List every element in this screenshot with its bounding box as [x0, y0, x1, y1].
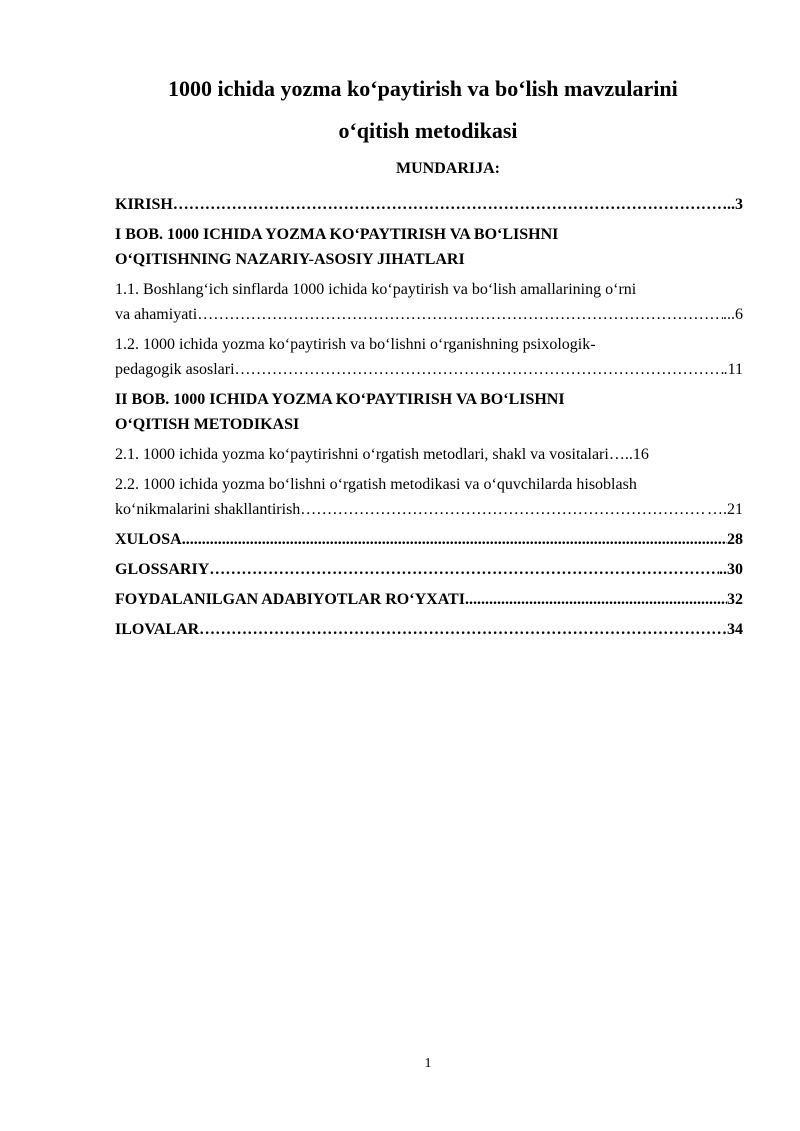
dot-leader: [465, 587, 727, 612]
toc-chapter-1-line-1: [115, 222, 743, 247]
toc-section-1-1-line-2: [115, 302, 743, 327]
toc-section-2-2-line-1: [115, 472, 743, 497]
toc-section-1-2-line-2: [115, 357, 743, 382]
toc-section-label: 2.2. 1000 ichida yozma bo‘lishni o‘rgatish metodikasi va o‘quvchilarda hisoblash: [115, 476, 637, 493]
toc-section-label: 1.1. Boshlang‘ich sinflarda 1000 ichida ko‘paytirish va bo‘lish amallarining o‘rni: [115, 281, 637, 298]
toc-chapter-label: I BOB. 1000 ICHIDA YOZMA KO‘PAYTIRISH VA BO‘LISHNI: [115, 226, 559, 243]
toc-entry-kirish: [115, 192, 743, 217]
toc-entry-page: 28: [727, 531, 743, 548]
toc-section-2-2-line-2: [115, 497, 743, 522]
table-of-contents: [115, 192, 743, 647]
dot-leader: [173, 192, 727, 217]
dot-leader: [197, 302, 723, 327]
document-title-line-2: o‘qitish metodikasi: [338, 118, 518, 143]
toc-entry-glossariy: [115, 557, 743, 582]
toc-section-label: va ahamiyati: [115, 306, 198, 323]
page-number: 1: [424, 1056, 432, 1071]
toc-chapter-1-line-2: [115, 247, 743, 272]
toc-section-1-2-line-1: [115, 332, 743, 357]
toc-section-label: 2.1. 1000 ichida yozma ko‘paytirishni o‘rgatish metodlari, shakl va vositalari…..16: [115, 446, 649, 463]
toc-section-label: 1.2. 1000 ichida yozma ko‘paytirish va bo‘lishni o‘rganishning psixologik-: [115, 336, 596, 353]
toc-chapter-label: II BOB. 1000 ICHIDA YOZMA KO‘PAYTIRISH VA BO‘LISHNI: [115, 391, 565, 408]
toc-entry-label: ILOVALAR: [115, 621, 200, 638]
toc-entry-page: .11: [723, 361, 743, 378]
toc-chapter-label: O‘QITISHNING NAZARIY-ASOSIY JIHATLARI: [115, 251, 465, 268]
toc-entry-page: ...6: [723, 306, 743, 323]
toc-entry-page: 32: [727, 591, 743, 608]
toc-entry-adabiyotlar: [115, 587, 743, 612]
toc-section-label: ko‘nikmalarini shakllantirish: [115, 501, 301, 518]
dot-leader: [182, 527, 727, 552]
toc-entry-label: GLOSSARIY: [115, 561, 210, 578]
dot-leader: [199, 617, 727, 642]
toc-entry-label: XULOSA: [115, 531, 182, 548]
dot-leader: [209, 557, 719, 582]
toc-chapter-label: O‘QITISH METODIKASI: [115, 416, 300, 433]
toc-entry-label: KIRISH: [115, 196, 173, 213]
toc-entry-page: ..3: [727, 196, 743, 213]
toc-section-1-1-line-1: [115, 277, 743, 302]
toc-section-label: pedagogik asoslari: [115, 361, 235, 378]
toc-entry-label: FOYDALANILGAN ADABIYOTLAR RO‘YXATI: [115, 591, 465, 608]
toc-heading: MUNDARIJA:: [396, 160, 500, 177]
document-title-line-1: 1000 ichida yozma ko‘paytirish va bo‘lish mavzularini: [168, 76, 678, 101]
toc-entry-page: ….21: [707, 501, 743, 518]
toc-entry-page: 34: [727, 621, 743, 638]
toc-section-2-1: [115, 442, 743, 467]
toc-entry-xulosa: [115, 527, 743, 552]
toc-chapter-2-line-1: [115, 387, 743, 412]
toc-entry-ilovalar: [115, 617, 743, 642]
toc-chapter-2-line-2: [115, 412, 743, 437]
dot-leader: [235, 357, 724, 382]
dot-leader: [300, 497, 707, 522]
toc-entry-page: ..30: [719, 561, 743, 578]
